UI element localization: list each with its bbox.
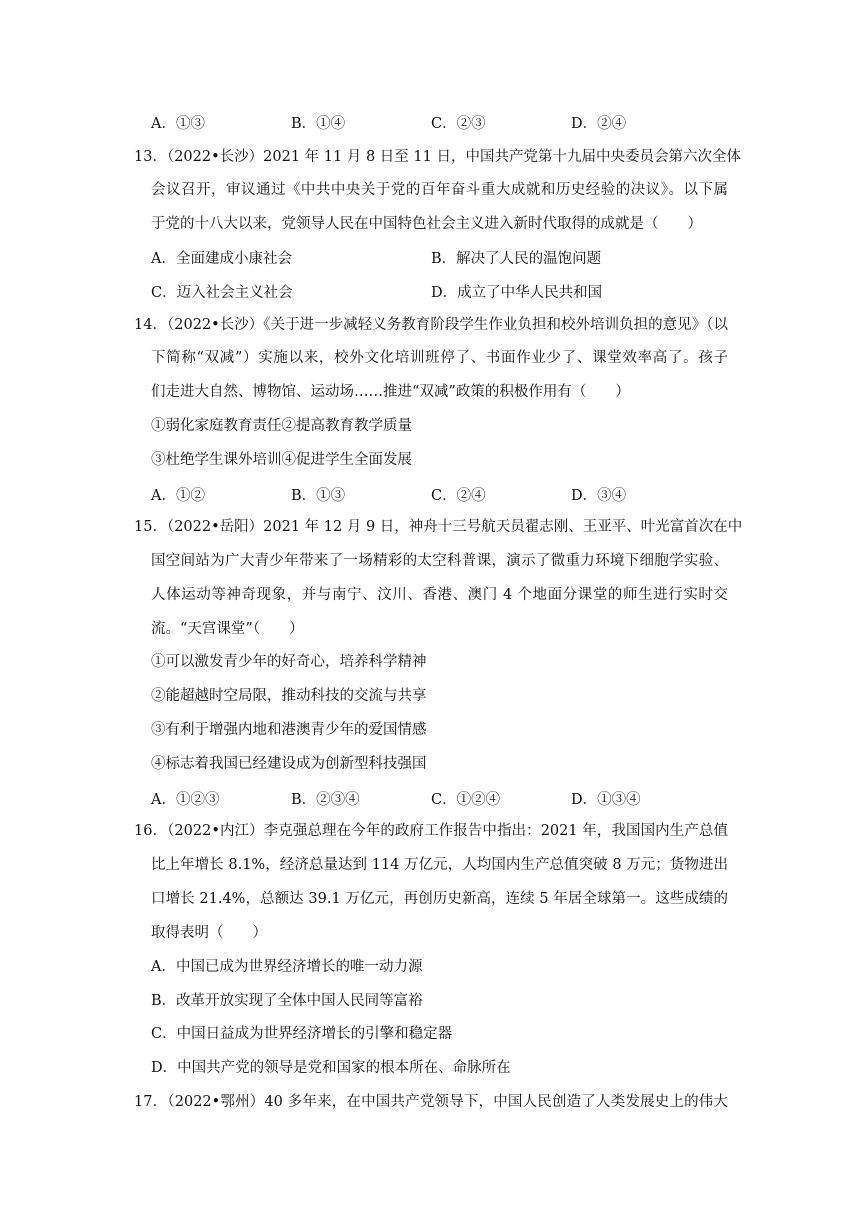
q16-option-c[interactable]: C．中国日益成为世界经济增长的引擎和稳定器 (151, 1026, 453, 1042)
q14-stem-line-3: 们走进大自然、博物馆、运动场……推进“双减”政策的积极作用有（ ） (151, 384, 630, 400)
q12-option-d[interactable]: D．②④ (571, 116, 627, 132)
q14-stem-line-1: 14．（2022•长沙）《关于进一步减轻义务教育阶段学生作业负担和校外培训负担的意见》（以 (134, 317, 728, 333)
q14-option-b[interactable]: B．①③ (291, 488, 346, 504)
q12-option-c[interactable]: C．②③ (431, 116, 486, 132)
q12-option-a[interactable]: A．①③ (151, 116, 205, 132)
q15-stem-line-3: 人体运动等神奇现象，并与南宁、汶川、香港、澳门 4 个地面分课堂的师生进行实时交 (151, 587, 728, 603)
q13-option-a[interactable]: A．全面建成小康社会 (151, 251, 292, 267)
q14-option-d[interactable]: D．③④ (571, 488, 627, 504)
q15-stem-line-1: 15．（2022•岳阳）2021 年 12 月 9 日，神舟十三号航天员翟志刚、王亚平、叶光富首次在中 (134, 519, 743, 535)
q15-option-c[interactable]: C．①②④ (431, 792, 501, 808)
q14-option-a[interactable]: A．①② (151, 488, 205, 504)
q16-stem-line-1: 16．（2022•内江）李克强总理在今年的政府工作报告中指出：2021 年，我国国内生产总值 (134, 823, 728, 839)
q15-statement-1: ①可以激发青少年的好奇心，培养科学精神 (151, 654, 427, 670)
q15-statement-3: ③有利于增强内地和港澳青少年的爱国情感 (151, 722, 427, 738)
q16-option-b[interactable]: B．改革开放实现了全体中国人民同等富裕 (151, 993, 423, 1009)
q13-options-row-2 (151, 281, 711, 302)
q13-option-b[interactable]: B．解决了人民的温饱问题 (431, 251, 602, 267)
q12-option-b[interactable]: B．①④ (291, 116, 346, 132)
q13-stem-line-2: 会议召开，审议通过《中共中央关于党的百年奋斗重大成就和历史经验的决议》。以下属 (151, 182, 728, 198)
q13-options-row-1 (151, 247, 711, 268)
q16-option-a[interactable]: A．中国已成为世界经济增长的唯一动力源 (151, 959, 423, 975)
q16-stem-line-2: 比上年增长 8.1%，经济总量达到 114 万亿元，人均国内生产总值突破 8 万元；货物进出 (151, 857, 728, 873)
q15-option-b[interactable]: B．②③④ (291, 792, 360, 808)
q16-stem-line-4: 取得表明（ ） (151, 925, 267, 941)
q12-options (151, 112, 711, 133)
q15-option-a[interactable]: A．①②③ (151, 792, 220, 808)
q14-options (151, 484, 711, 505)
q15-statement-4: ④标志着我国已经建设成为创新型科技强国 (151, 756, 427, 772)
q13-stem-line-3: 于党的十八大以来，党领导人民在中国特色社会主义进入新时代取得的成就是（ ） (151, 216, 702, 232)
q14-option-c[interactable]: C．②④ (431, 488, 486, 504)
q15-options (151, 788, 711, 809)
q15-stem-line-2: 国空间站为广大青少年带来了一场精彩的太空科普课，演示了微重力环境下细胞学实验、 (151, 553, 728, 569)
q15-statement-2: ②能超越时空局限，推动科技的交流与共享 (151, 688, 427, 704)
q16-stem-line-3: 口增长 21.4%，总额达 39.1 万亿元，再创历史新高，连续 5 年居全球第一。这些成绩的 (151, 891, 728, 907)
q14-statements-1: ①弱化家庭教育责任②提高教育教学质量 (151, 418, 412, 434)
q13-stem-line-1: 13．（2022•长沙）2021 年 11 月 8 日至 11 日，中国共产党第十九届中央委员会第六次全体 (134, 149, 741, 165)
q15-stem-line-4: 流。“天宫课堂”（ ） (151, 621, 304, 637)
q13-option-c[interactable]: C．迈入社会主义社会 (151, 285, 293, 301)
q15-option-d[interactable]: D．①③④ (571, 792, 641, 808)
q14-statements-2: ③杜绝学生课外培训④促进学生全面发展 (151, 452, 412, 468)
q16-option-d[interactable]: D．中国共产党的领导是党和国家的根本所在、命脉所在 (151, 1060, 511, 1076)
q13-option-d[interactable]: D．成立了中华人民共和国 (431, 285, 603, 301)
q14-stem-line-2: 下简称“双减”）实施以来，校外文化培训班停了、书面作业少了、课堂效率高了。孩子 (151, 350, 728, 366)
q17-stem-line-1: 17．（2022•鄂州）40 多年来，在中国共产党领导下，中国人民创造了人类发展史上的伟大 (134, 1094, 728, 1110)
